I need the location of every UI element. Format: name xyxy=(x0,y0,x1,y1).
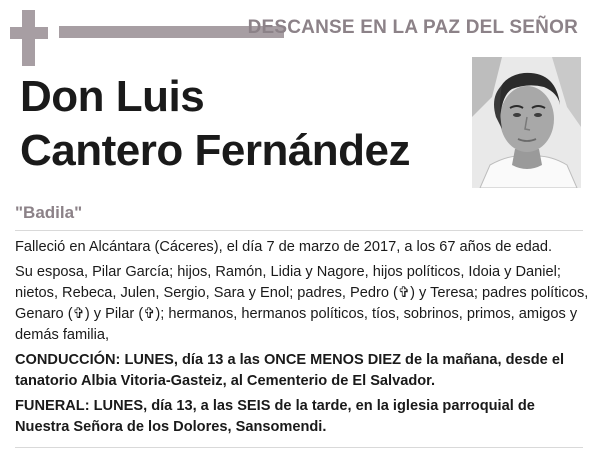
name-line-2: Cantero Fernández xyxy=(20,126,411,175)
header-title: DESCANSE EN LA PAZ DEL SEÑOR xyxy=(247,17,578,38)
divider xyxy=(15,230,583,231)
obituary-body xyxy=(15,237,590,442)
family-list: Su esposa, Pilar García; hijos, Ramón, Lidia y Nagore, hijos políticos, Idoia y Daniel; nietos, Rebeca, Julen, Sergio, Sara y Enol; padres, Pedro (✞) y Teresa; padres políticos, Genaro (✞) y Pilar (✞); hermanos, hermanos políticos, tíos, sobrinos, primos, amigos y demás familia, xyxy=(15,264,589,343)
nickname: "Badila" xyxy=(15,203,83,222)
cross-icon xyxy=(10,10,48,66)
conduccion-info: CONDUCCIÓN: LUNES, día 13 a las ONCE MENOS DIEZ de la mañana, desde el tanatorio Albia Vitoria-Gasteiz, al Cementerio de El Salvador. xyxy=(15,352,565,389)
funeral-info: FUNERAL: LUNES, día 13, a las SEIS de la tarde, en la iglesia parroquial de Nuestra Señora de los Dolores, Sansomendi. xyxy=(15,398,535,435)
bottom-divider xyxy=(15,447,583,448)
death-notice: Falleció en Alcántara (Cáceres), el día 7 de marzo de 2017, a los 67 años de edad. xyxy=(15,239,553,255)
deceased-name xyxy=(20,70,410,178)
portrait-photo xyxy=(472,57,581,188)
name-line-1: Don Luis xyxy=(20,72,205,121)
